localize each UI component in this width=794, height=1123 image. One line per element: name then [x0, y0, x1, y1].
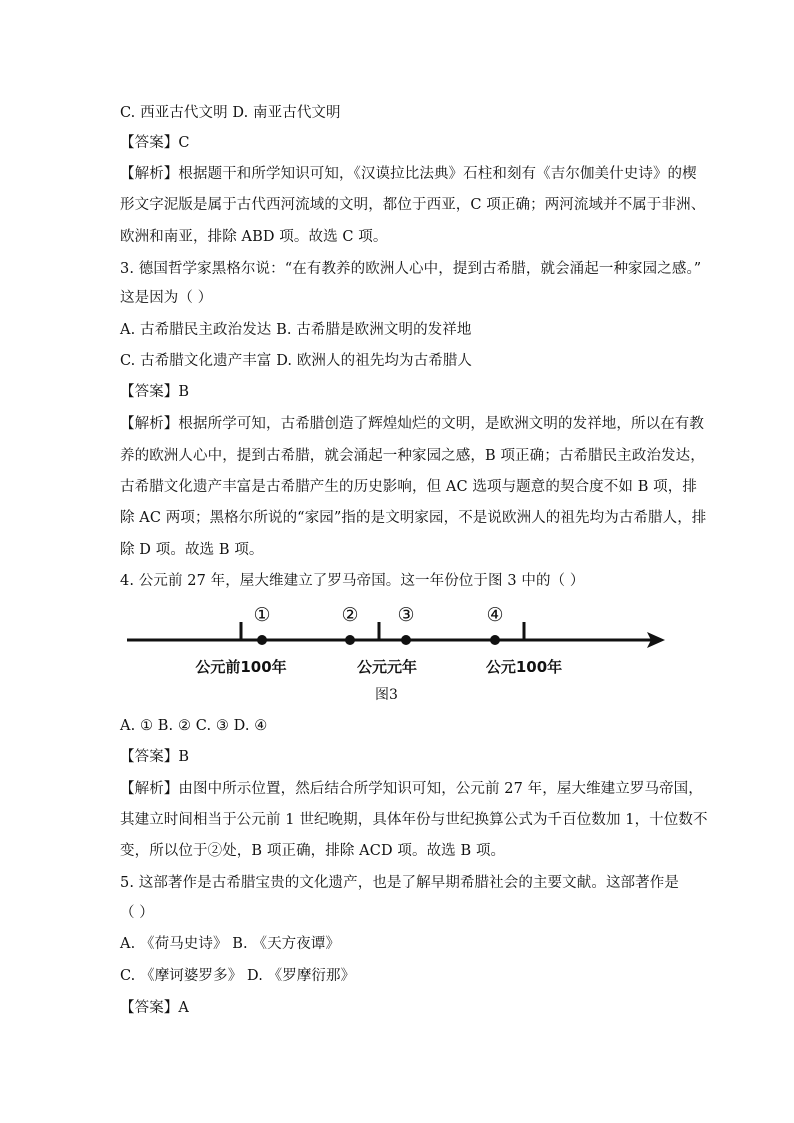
q3-answer: 【答案】B [120, 384, 190, 400]
timeline-figure [125, 600, 670, 685]
q3-analysis-line-3: 古希腊文化遗产丰富是古希腊产生的历史影响，但 AC 选项与题意的契合度不如 B 项，排 [120, 479, 697, 495]
q3-options-cd: C. 古希腊文化遗产丰富 D. 欧洲人的祖先均为古希腊人 [120, 353, 473, 369]
q2-analysis-line-2: 形文字泥版是属于古代西河流域的文明，都位于西亚，C 项正确；两河流域并不属于非洲、 [120, 197, 706, 213]
q5-stem-line-1: 5. 这部著作是古希腊宝贵的文化遗产，也是了解早期希腊社会的主要文献。这部著作是 [120, 875, 679, 891]
marker-label-3: ③ [397, 604, 415, 626]
marker-label-1: ① [253, 604, 271, 626]
timeline-dot-2 [345, 635, 355, 645]
q5-stem-line-2: （ ） [120, 905, 154, 921]
q3-analysis-line-1: 【解析】根据所学可知，古希腊创造了辉煌灿烂的文明，是欧洲文明的发祥地，所以在有教 [120, 416, 704, 432]
q4-answer: 【答案】B [120, 749, 190, 765]
q4-options: A. ① B. ② C. ③ D. ④ [120, 718, 268, 734]
marker-label-4: ④ [486, 604, 504, 626]
q2-answer: 【答案】C [120, 135, 190, 151]
figure-caption: 图3 [375, 687, 398, 703]
q3-options-ab: A. 古希腊民主政治发达 B. 古希腊是欧洲文明的发祥地 [120, 322, 472, 338]
q3-analysis-line-5: 除 D 项。故选 B 项。 [120, 542, 264, 558]
timeline-dot-1 [257, 635, 267, 645]
q3-analysis-line-2: 养的欧洲人心中，提到古希腊，就会涌起一种家园之感，B 项正确；古希腊民主政治发达， [120, 448, 705, 464]
tick-label-ad100: 公元100年 [485, 658, 563, 676]
timeline-dot-4 [490, 635, 500, 645]
q4-analysis-line-1: 【解析】由图中所示位置，然后结合所学知识可知，公元前 27 年，屋大维建立罗马帝国， [120, 781, 703, 797]
marker-label-2: ② [341, 604, 359, 626]
timeline-dot-3 [401, 635, 411, 645]
q4-analysis-line-2: 其建立时间相当于公元前 1 世纪晚期，具体年份与世纪换算公式为千百位数加 1，十位数不 [120, 812, 708, 828]
q3-stem-line-2: 这是因为（ ） [120, 290, 213, 306]
q2-analysis-line-3: 欧洲和南亚，排除 ABD 项。故选 C 项。 [120, 229, 388, 245]
q5-options-ab: A. 《荷马史诗》 B. 《天方夜谭》 [120, 936, 341, 952]
q4-stem: 4. 公元前 27 年，屋大维建立了罗马帝国。这一年份位于图 3 中的（ ） [120, 573, 585, 589]
tick-label-bc100: 公元前100年 [195, 658, 287, 676]
q2-analysis-line-1: 【解析】根据题干和所学知识可知，《汉谟拉比法典》石柱和刻有《吉尔伽美什史诗》的楔 [120, 166, 697, 182]
tick-label-ad1: 公元元年 [356, 658, 418, 676]
q2-options-cd: C. 西亚古代文明 D. 南亚古代文明 [120, 105, 341, 121]
q3-analysis-line-4: 除 AC 两项；黑格尔所说的“家园”指的是文明家园，不是说欧洲人的祖先均为古希腊人，排 [120, 510, 707, 526]
q3-stem-line-1: 3. 德国哲学家黑格尔说：“在有教养的欧洲人心中，提到古希腊，就会涌起一种家园之感。” [120, 261, 702, 277]
q4-analysis-line-3: 变，所以位于②处，B 项正确，排除 ACD 项。故选 B 项。 [120, 843, 506, 859]
q5-answer: 【答案】A [120, 1000, 189, 1016]
q5-options-cd: C. 《摩诃婆罗多》 D. 《罗摩衍那》 [120, 968, 356, 984]
